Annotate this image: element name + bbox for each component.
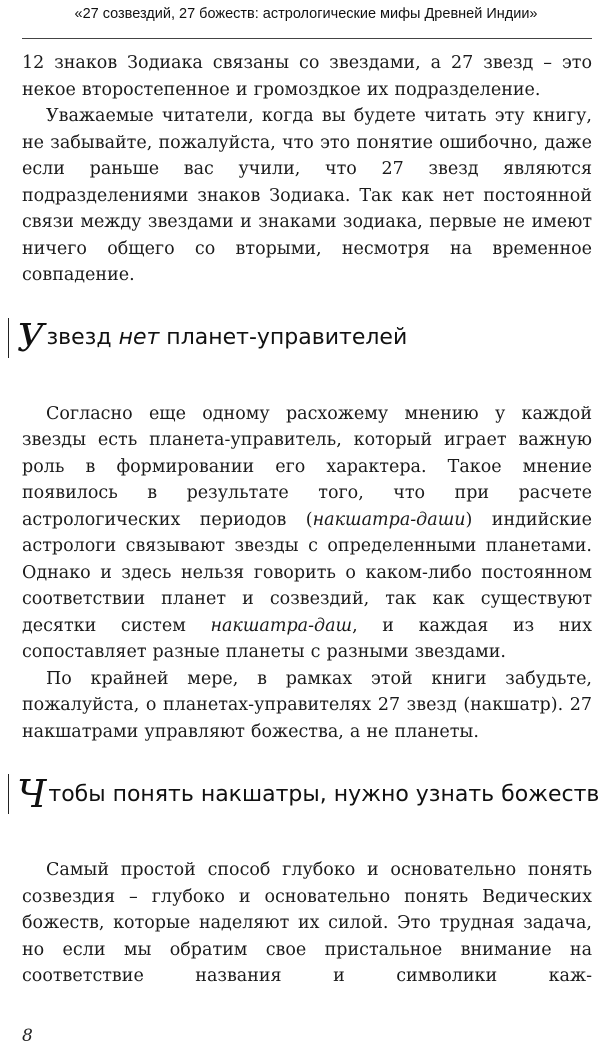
paragraph-forget-rulers: По крайней мере, в рамках этой книги забудьте, пожалуйста, о планетах-управителях 27 звезд (накшатр). 27 накшатрами управляют божества, а не планеты.	[22, 668, 592, 742]
page-number: 8	[22, 1026, 33, 1046]
paragraph-part: ) индийские астрологи связывают звезды с определенными планетами. Однако и здесь нельзя говорить о каком-либо постоянном соответствии планет и созвездий, так как существуют десятки систем	[22, 509, 592, 636]
heading-bar	[8, 774, 9, 814]
heading-text	[46, 325, 407, 350]
heading-initial: Ч	[17, 772, 47, 816]
heading-initial: У	[17, 315, 45, 360]
heading-text-after: планет-управителей	[159, 325, 408, 350]
running-header: «27 созвездий, 27 божеств: астрологические мифы Древней Индии»	[74, 6, 538, 22]
paragraph-planet-rulers	[22, 401, 592, 666]
paragraph-zodiac-signs: 12 знаков Зодиака связаны со звездами, а 27 звезд – это некое второстепенное и громоздкое их подразделение.	[22, 53, 592, 100]
section-heading-know-deities	[8, 771, 600, 817]
section-heading-no-rulers	[8, 315, 592, 361]
heading-text: тобы понять накшатры, нужно узнать божеств	[48, 781, 600, 807]
paragraph-simple-way: Самый простой способ глубоко и основательно понять созвездия – глубоко и основательно понять Ведических божеств, которые наделяют их силой. Это трудная задача, но если мы обратим свое пристальное внимание на соответствие названия и символики каж-	[22, 860, 592, 986]
header-rule	[22, 38, 592, 39]
heading-emphasis: нет	[118, 325, 160, 350]
paragraph-readers-note: Уважаемые читатели, когда вы будете читать эту книгу, не забывайте, пожалуйста, что это понятие ошибочно, даже если раньше вас учили, что 27 звезд являются подразделениями знаков Зодиака. Так как нет постоянной связи между звездами и знаками зодиака, первые не имеют ничего общего со вторыми, несмотря на временное совпадение.	[22, 106, 592, 285]
page-body	[17, 50, 600, 990]
paragraph-part: Согласно еще одному расхожему мнению у каждой звезды есть планета-управитель, который играет важную роль в формировании его характера. Такое мнение появилось в результате того, что при расчете астрологических периодов (	[22, 403, 592, 530]
term-nakshatra-dash: накшатра-даш	[210, 615, 353, 636]
heading-text-before: звезд	[46, 325, 119, 350]
term-nakshatra-dashi: накшатра-даши	[312, 509, 466, 530]
heading-bar	[8, 318, 9, 358]
paragraph-part: , и каждая из них сопоставляет разные планеты с разными звездами.	[22, 615, 592, 662]
